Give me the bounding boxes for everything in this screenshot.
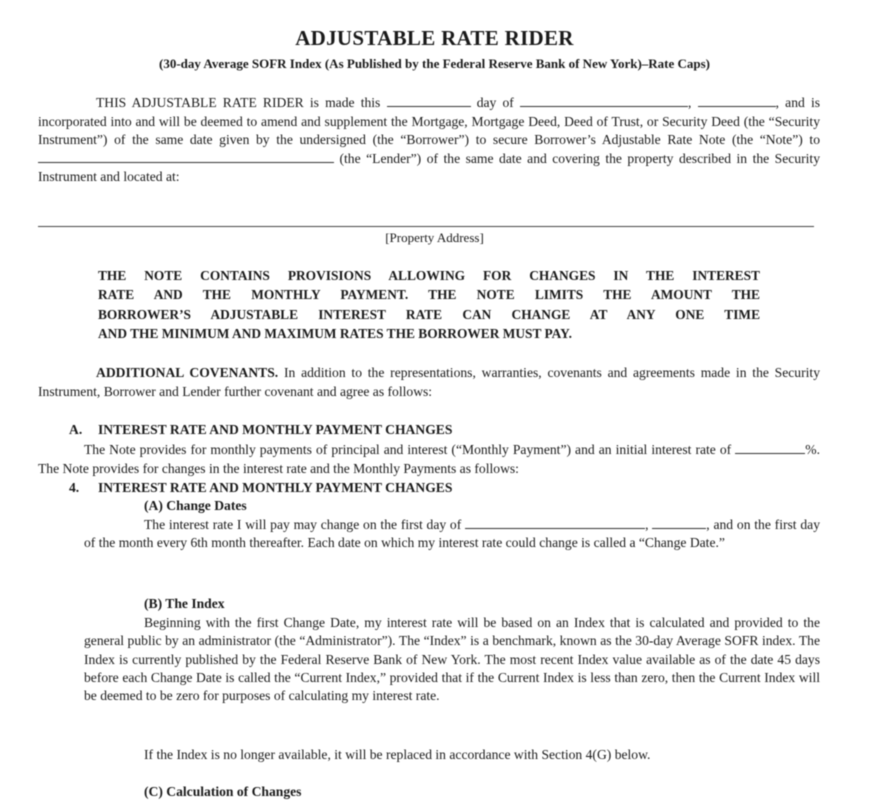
notice-line: THE NOTE CONTAINS PROVISIONS ALLOWING FOR CHANGES IN THE INTEREST: [98, 268, 760, 283]
index-heading: (B) The Index: [144, 596, 225, 611]
property-address-label: [Property Address]: [385, 230, 484, 245]
day-blank: [387, 94, 471, 107]
section-a-marker: A.: [69, 422, 83, 437]
change-month-blank: [465, 516, 645, 529]
initial-rate-blank: [735, 441, 805, 454]
property-address-line: [38, 226, 814, 227]
intro-paragraph: THIS ADJUSTABLE RATE RIDER is made this day of , , and is incorporated into and will be deemed to amend and supplement the Mortgage, Mortgage Deed, Deed of Trust, or Security Deed (the “Security Instrument”) of the same date given by the undersigned (the “Borrower”) to secure Borrower’s Adjustable Rate Note (the “Note”) to (the “Lender”) of the same date and covering the property described in the Security Instrument and located at:: [38, 95, 821, 184]
change-dates-paragraph: The interest rate I will pay may change on the first day of , , and on the first day of the month every 6th month thereafter. Each date on which my interest rate could change is called a “Change Date.”: [84, 517, 820, 551]
covenants-paragraph: ADDITIONAL COVENANTS. In addition to the representations, warranties, covenants and agreements made in the Security Instrument, Borrower and Lender further covenant and agree as follows:: [38, 365, 820, 399]
year-blank: [698, 94, 776, 107]
covenants-heading: ADDITIONAL COVENANTS.: [96, 365, 279, 380]
notice-line: AND THE MINIMUM AND MAXIMUM RATES THE BORROWER MUST PAY.: [98, 325, 572, 341]
section-4-marker: 4.: [69, 480, 80, 495]
section-a-paragraph: The Note provides for monthly payments of principal and interest (“Monthly Payment”) and an initial interest rate of %. The Note provides for changes in the interest rate and the Monthly Payments as follows:: [38, 442, 820, 476]
notice-line: RATE AND THE MONTHLY PAYMENT. THE NOTE LIMITS THE AMOUNT THE: [98, 287, 760, 303]
month-blank: [520, 94, 688, 107]
document-subtitle: (30-day Average SOFR Index (As Published by the Federal Reserve Bank of New York)–Rate Caps): [158, 56, 711, 71]
notice-line: BORROWER’S ADJUSTABLE INTEREST RATE CAN CHANGE AT ANY ONE TIME: [98, 306, 760, 322]
change-dates-heading: (A) Change Dates: [144, 498, 247, 513]
document-title: ADJUSTABLE RATE RIDER: [295, 26, 574, 50]
change-year-blank: [652, 516, 706, 529]
calculation-heading: (C) Calculation of Changes: [144, 784, 302, 799]
notice-block: [98, 266, 760, 343]
section-a-heading: INTEREST RATE AND MONTHLY PAYMENT CHANGES: [98, 422, 453, 437]
index-paragraph: Beginning with the first Change Date, my interest rate will be based on an Index that is calculated and provided to the general public by an administrator (the “Administrator”). The “Index” is a benchmark, known as the 30-day Average SOFR index. The Index is currently published by the Federal Reserve Bank of New York. The most recent Index value available as of the date 45 days before each Change Date is called the “Current Index,” provided that if the Current Index is less than zero, then the Current Index will be deemed to be zero for purposes of calculating my interest rate.: [84, 615, 820, 704]
index-replaced-paragraph: If the Index is no longer available, it will be replaced in accordance with Section 4(G) below.: [144, 747, 651, 762]
lender-blank: [38, 150, 334, 163]
section-4-heading: INTEREST RATE AND MONTHLY PAYMENT CHANGES: [98, 480, 453, 495]
